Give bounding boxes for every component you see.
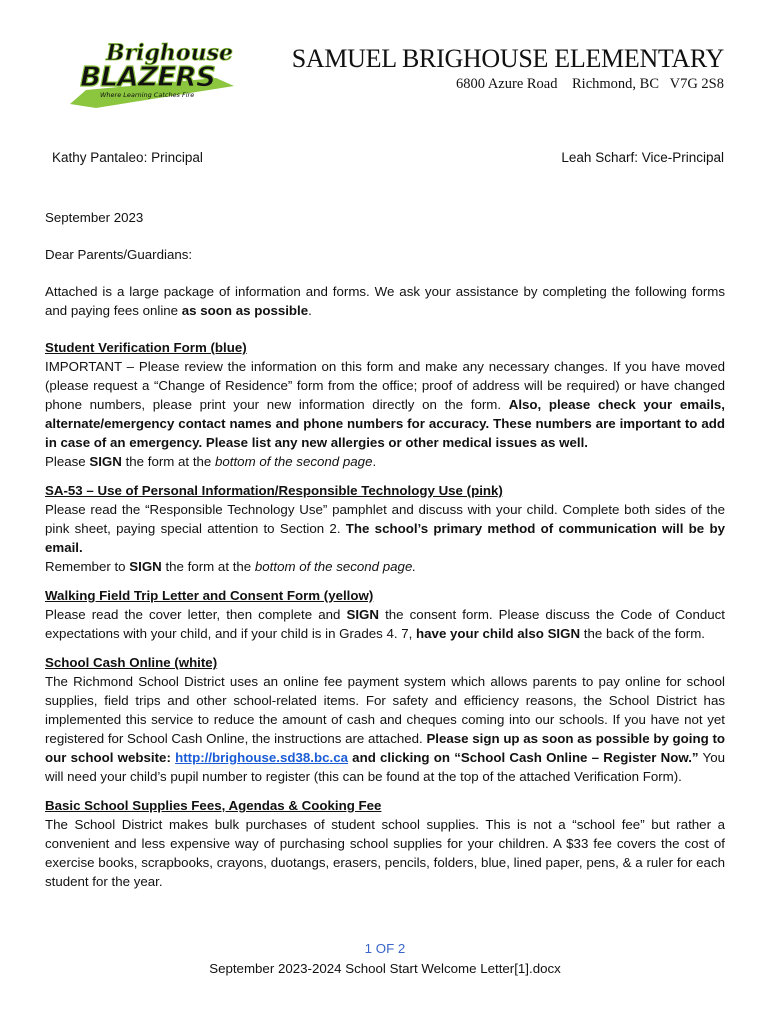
principal-name: Kathy Pantaleo: Principal	[52, 150, 203, 165]
section-heading-field-trip: Walking Field Trip Letter and Consent Form (yellow)	[45, 588, 374, 603]
salutation: Dear Parents/Guardians:	[45, 247, 193, 262]
school-address: 6800 Azure Road Richmond, BC V7G 2S8	[456, 76, 724, 92]
intro-paragraph: Attached is a large package of information and forms. We ask your assistance by completing the following forms and paying fees online as soon as possible.	[45, 284, 725, 318]
section-heading-sa53: SA-53 – Use of Personal Information/Responsible Technology Use (pink)	[45, 483, 503, 498]
vice-principal-name: Leah Scharf: Vice-Principal	[561, 150, 724, 165]
logo-line2: BLAZERS	[80, 60, 216, 93]
letter-date: September 2023	[45, 210, 144, 225]
section-heading-cash-online: School Cash Online (white)	[45, 655, 218, 670]
footer-filename: September 2023-2024 School Start Welcome Letter[1].docx	[209, 961, 561, 976]
brighouse-blazers-logo-icon	[66, 38, 238, 110]
sa53-sign-line: Remember to SIGN the form at the bottom of the second page.	[45, 559, 417, 574]
section-heading-supplies: Basic School Supplies Fees, Agendas & Cooking Fee	[45, 798, 382, 813]
cash-online-paragraph: The Richmond School District uses an online fee payment system which allows parents to pay online for school supplies, field trips and other school-related items. For safety and efficiency reasons, the School District has implemented this service to reduce the amount of cash and cheques coming into our schools. If you have not yet registered for School Cash Online, the instructions are attached. Please sign up as soon as possible by going to our school website: http://brighouse.sd38.bc.ca and clicking on “School Cash Online – Register Now.” You will need your child’s pupil number to register (this can be found at the top of the attached Verification Form).	[45, 674, 725, 784]
letter-body	[45, 208, 725, 891]
school-website-link[interactable]: http://brighouse.sd38.bc.ca	[175, 750, 348, 765]
logo-line1: Brighouse	[106, 40, 233, 66]
school-name: SAMUEL BRIGHOUSE ELEMENTARY	[291, 44, 724, 73]
logo-tagline: Where Learning Catches Fire	[100, 91, 195, 99]
sa53-paragraph: Please read the “Responsible Technology Use” pamphlet and discuss with your child. Complete both sides of the pink sheet, paying special attention to Section 2. The school’s primary method of communication will be by email.	[45, 502, 725, 555]
verification-paragraph: IMPORTANT – Please review the information on this form and make any necessary changes. If you have moved (please request a “Change of Residence” form from the office; proof of address will be required) or have changed phone numbers, please print your new information directly on the form. Also, please check your emails, alternate/emergency contact names and phone numbers for accuracy. These numbers are important to add in case of an emergency. Please list any new allergies or other medical issues as well.	[45, 359, 725, 450]
verification-sign-line: Please SIGN the form at the bottom of the second page.	[45, 454, 377, 469]
page-number: 1 OF 2	[364, 941, 406, 956]
section-heading-verification: Student Verification Form (blue)	[45, 340, 247, 355]
supplies-paragraph: The School District makes bulk purchases of student school supplies. This is not a “school fee” but rather a convenient and less expensive way of purchasing school supplies for your children. A $33 fee covers the cost of exercise books, scrapbooks, crayons, duotangs, erasers, pencils, folders, blue, lined paper, pens, & a ruler for each student for the year.	[45, 817, 725, 889]
field-trip-paragraph: Please read the cover letter, then complete and SIGN the consent form. Please discuss the Code of Conduct expectations with your child, and if your child is in Grades 4. 7, have your child also SIGN the back of the form.	[45, 607, 725, 641]
